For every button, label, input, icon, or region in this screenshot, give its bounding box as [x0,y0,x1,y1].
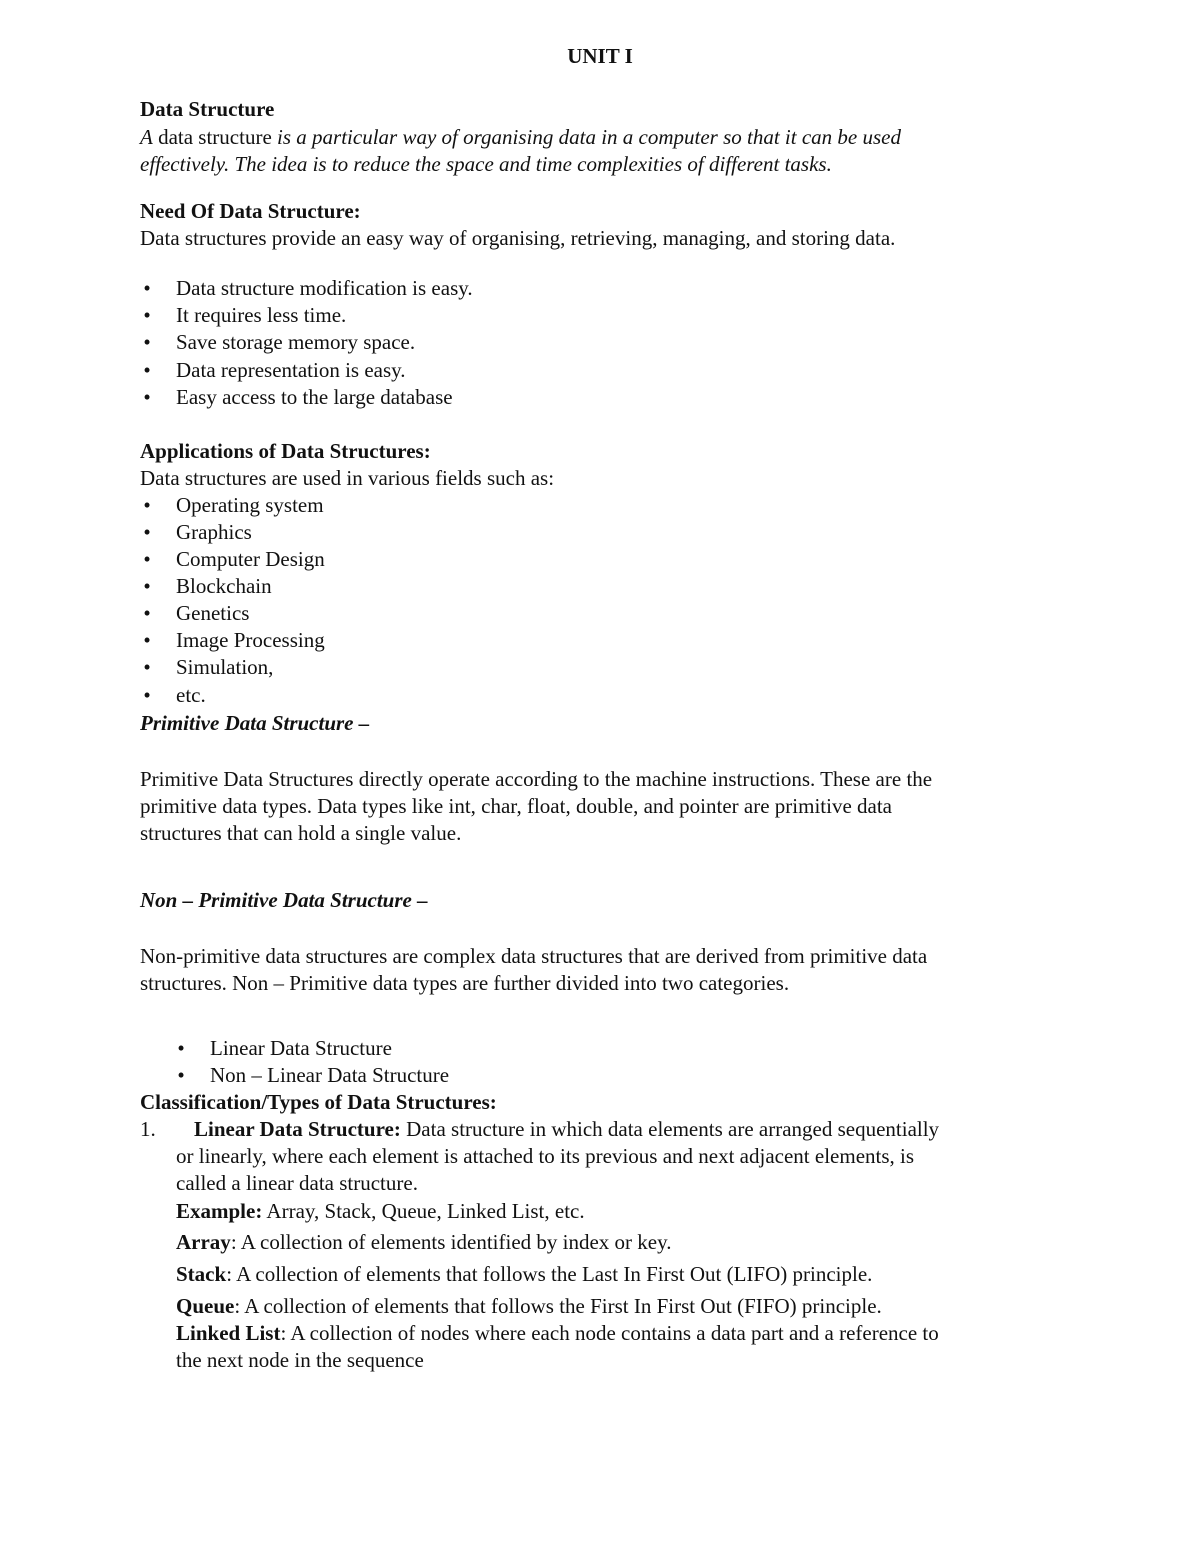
primitive-text-line: structures that can hold a single value. [140,821,462,845]
application-item: Operating system [176,493,324,517]
need-item: Save storage memory space. [176,330,416,354]
primitive-text-line: Primitive Data Structures directly operate according to the machine instructions. These are the [140,767,933,791]
bullet-icon [140,329,154,356]
definition-a: A [140,125,153,149]
example-text: Array, Stack, Queue, Linked List, etc. [266,1199,585,1223]
bullet-icon [140,384,154,411]
linked-list-label: Linked List [176,1321,281,1345]
classification-heading: Classification/Types of Data Structures: [140,1090,497,1114]
applications-intro: Data structures are used in various fields such as: [140,466,555,490]
applications-heading: Applications of Data Structures: [140,439,431,463]
linear-label: Linear Data Structure: [194,1117,401,1141]
bullet-icon [140,600,154,627]
application-item: Simulation, [176,655,274,679]
application-item: Graphics [176,520,252,544]
linear-line-2: or linearly, where each element is attached to its previous and next adjacent elements, is [176,1144,915,1168]
application-item: Image Processing [176,628,325,652]
need-item: Easy access to the large database [176,385,453,409]
linked-list-text: : A collection of nodes where each node contains a data part and a reference to [280,1321,939,1345]
definition-rest: is a particular way of organising data in a computer so that it can be used [277,125,901,149]
bullet-icon [174,1035,188,1062]
bullet-icon [140,546,154,573]
need-item: Data representation is easy. [176,358,406,382]
linear-line-1 [194,1116,939,1143]
stack-text: : A collection of elements that follows the Last In First Out (LIFO) principle. [226,1262,873,1286]
example-label: Example: [176,1199,263,1223]
primitive-heading: Primitive Data Structure – [140,711,370,735]
linked-list-line [176,1320,939,1347]
linear-text: Data structure in which data elements are arranged sequentially [406,1117,940,1141]
bullet-icon [140,302,154,329]
category-item: Linear Data Structure [210,1036,392,1060]
need-intro: Data structures provide an easy way of organising, retrieving, managing, and storing data. [140,226,896,250]
need-item: Data structure modification is easy. [176,276,473,300]
application-item: Blockchain [176,574,272,598]
bullet-icon [140,682,154,709]
list-number: 1. [140,1117,156,1141]
bullet-icon [140,357,154,384]
need-item: It requires less time. [176,303,347,327]
need-heading: Need Of Data Structure: [140,199,361,223]
primitive-text-line: primitive data types. Data types like int, char, float, double, and pointer are primitive data [140,794,893,818]
non-primitive-text-line: Non-primitive data structures are complex data structures that are derived from primitive data [140,944,928,968]
bullet-icon [140,627,154,654]
definition-line-2: effectively. The idea is to reduce the space and time complexities of different tasks. [140,152,832,176]
non-primitive-heading: Non – Primitive Data Structure – [140,888,428,912]
array-label: Array [176,1230,231,1254]
bullet-icon [174,1062,188,1089]
bullet-icon [140,519,154,546]
queue-text: : A collection of elements that follows the First In First Out (FIFO) principle. [234,1294,882,1318]
array-line [176,1229,672,1256]
data-structure-heading: Data Structure [140,97,275,121]
linked-list-line-2: the next node in the sequence [176,1348,424,1372]
linear-line-3: called a linear data structure. [176,1171,418,1195]
definition-term: data structure [158,125,272,149]
non-primitive-text-line: structures. Non – Primitive data types are further divided into two categories. [140,971,790,995]
application-item: etc. [176,683,206,707]
bullet-icon [140,275,154,302]
page-title: UNIT I [567,44,633,68]
stack-line [176,1261,872,1288]
application-item: Genetics [176,601,250,625]
bullet-icon [140,492,154,519]
definition-line-1 [140,124,901,151]
category-item: Non – Linear Data Structure [210,1063,450,1087]
bullet-icon [140,654,154,681]
bullet-icon [140,573,154,600]
application-item: Computer Design [176,547,325,571]
stack-label: Stack [176,1262,227,1286]
array-text: : A collection of elements identified by index or key. [230,1230,672,1254]
queue-line [176,1293,882,1320]
example-line [176,1198,585,1225]
queue-label: Queue [176,1294,235,1318]
